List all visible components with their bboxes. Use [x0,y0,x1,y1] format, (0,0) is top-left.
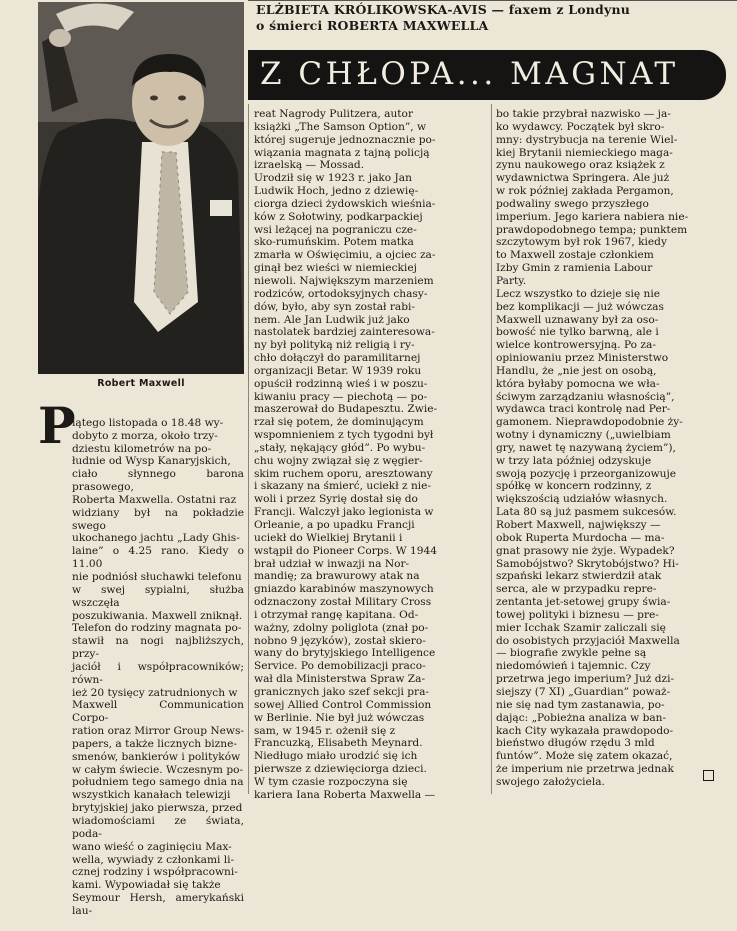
byline-subject: ROBERTA MAXWELLA [326,18,489,33]
column-divider [491,104,492,794]
headline: Z CHŁOPA... MAGNAT [260,56,679,92]
byline-author: ELŻBIETA KRÓLIKOWSKA-AVIS [256,2,487,17]
dropcap: P [38,396,76,455]
photo-caption: Robert Maxwell [97,378,185,389]
byline-source: — faxem z Londynu [486,2,631,17]
column-divider [248,104,249,794]
top-rule [248,0,737,1]
portrait-photo [38,2,244,374]
byline-topic-prefix: o śmierci [256,18,327,33]
article-column-1 [38,396,244,931]
byline [256,2,726,34]
article-column-1-text: iątego listopada o 18.48 wy- dobyto z morza, około trzy- dziestu kilometrów na po- łudnie od Wysp Kanaryjskich, ciało słynnego barona prasowego, Roberta Maxwella. Ostatni raz widziany był na pokładzie swego ukochanego jachtu „Lady Ghis- laine” o 4.25 rano. Kiedy o 11.00 nie podniósł słuchawki telefonu w swej sypialni, służba wszczęła poszukiwania. Maxwell zniknął. Telefon do rodziny magnata po- stawił na nogi najbliższych, przy- jaciół i współpracowników; równ- ież 20 tysięcy zatrudnionych w Maxwell Communication Corpo- ration oraz Mirror Group News- papers, a także licznych bizne- smenów, bankierów i polityków w całym świecie. Wczesnym po- południem tego samego dnia na wszystkich kanałach telewizji brytyjskiej jako pierwsza, przed wiadomościami ze świata, poda- wano wieść o zaginięciu Max- wella, wywiady z członkami li- cznej rodziny i współpracowni- kami. Wypowiadał się także Seymour Hersh, amerykański lau- [72,416,244,917]
end-of-article-mark [703,770,714,781]
portrait-illustration [38,2,244,374]
article-column-2: reat Nagrody Pulitzera, autor książki „The Samson Option”, w której sugeruje jednoznacznie po- wiązania magnata z tajną policją izraelską — Mossad. Urodził się w 1923 r. jako Jan Ludwik Hoch, jedno z dziewię- ciorga dzieci żydowskich wieśnia- ków z Sołotwiny, podkarpackiej wsi leżącej na pograniczu cze- sko-rumuńskim. Potem matka zmarła w Oświęcimiu, a ojciec za- ginął bez wieści w niemieckiej niewoli. Największym marzeniem rodziców, ortodoksyjnych chasy- dów, było, aby syn został rabi- nem. Ale Jan Ludwik już jako nastolatek bardziej zainteresowa- ny był polityką niż religią i ry- chło dołączył do paramilitarnej organizacji Betar. W 1939 roku opuścił rodzinną wieś i w poszu- kiwaniu pracy — piechotą — po- maszerował do Budapesztu. Zwie- rzał się potem, że dominującym wspomnieniem z tych tygodni był „stały, nękający głód”. Po wybu- chu wojny związał się z węgier- skim ruchem oporu, aresztowany i skazany na śmierć, uciekł z nie- woli i przez Syrię dostał się do Francji. Walczył jako legionista w Orleanie, a po upadku Francji uciekł do Wielkiej Brytanii i wstąpił do Pioneer Corps. W 1944 brał udział w inwazji na Nor- mandię; za brawurowy atak na gniazdo karabinów maszynowych odznaczony został Military Cross i otrzymał rangę kapitana. Od- ważny, zdolny poliglota (znał po- nobno 9 języków), został skiero- wany do brytyjskiego Intelligence Service. Po demobilizacji praco- wał dla Ministerstwa Spraw Za- granicznych jako szef sekcji pra- sowej Allied Control Commission w Berlinie. Nie był już wówczas sam, w 1945 r. ożenił się z Francuzką, Elisabeth Meynard. Niedługo miało urodzić się ich pierwsze z dziewięciorga dzieci. W tym czasie rozpoczyna się kariera Iana Roberta Maxwella — [254,108,438,801]
article-column-3: bo takie przybrał nazwisko — ja- ko wydawcy. Początek był skro- mny: dystrybucja na terenie Wiel- kiej Brytanii niemieckiego maga- zynu naukowego oraz książek z wydawnictwa Springera. Ale już w rok później zakłada Pergamon, podwaliny swego przyszłego imperium. Jego kariera nabiera nie- prawdopodobnego tempa; punktem szczytowym był rok 1967, kiedy to Maxwell zostaje członkiem Izby Gmin z ramienia Labour Party. Lecz wszystko to dzieje się nie bez komplikacji — już wówczas Maxwell uznawany był za oso- bowość nie tylko barwną, ale i wielce kontrowersyjną. Po za- opiniowaniu przez Ministerstwo Handlu, że „nie jest on osobą, która byłaby pomocna we wła- ściwym zarządzaniu własnością”, wydawca traci kontrolę nad Per- gamonem. Nieprawdopodobnie ży- wotny i dynamiczny („uwielbiam gry, nawet tę nazywaną życiem”), w trzy lata później odzyskuje swoją pozycję i przeorganizowuje spółkę w koncern rodzinny, z większością udziałów własnych. Lata 80 są już pasmem sukcesów. Robert Maxwell, największy — obok Ruperta Murdocha — ma- gnat prasowy nie żyje. Wypadek? Samobójstwo? Skrytobójstwo? Hi- szpański lekarz stwierdził atak serca, ale w przypadku repre- zentanta jet-setowej grupy świa- towej polityki i biznesu — pre- mier Icchak Szamir zaliczali się do osobistych przyjaciół Maxwella — biografie zwykle pełne są niedomówień i tajemnic. Czy przetrwa jego imperium? Już dzi- siejszy (7 XI) „Guardian” poważ- nie się nad tym zastanawia, po- dając: „Pobieżna analiza w ban- kach City wykazała prawdopodo- bieństwo długów rzędu 3 mld funtów”. Może się zatem okazać, że imperium nie przetrwa jednak swojego założyciela. [496,108,689,788]
